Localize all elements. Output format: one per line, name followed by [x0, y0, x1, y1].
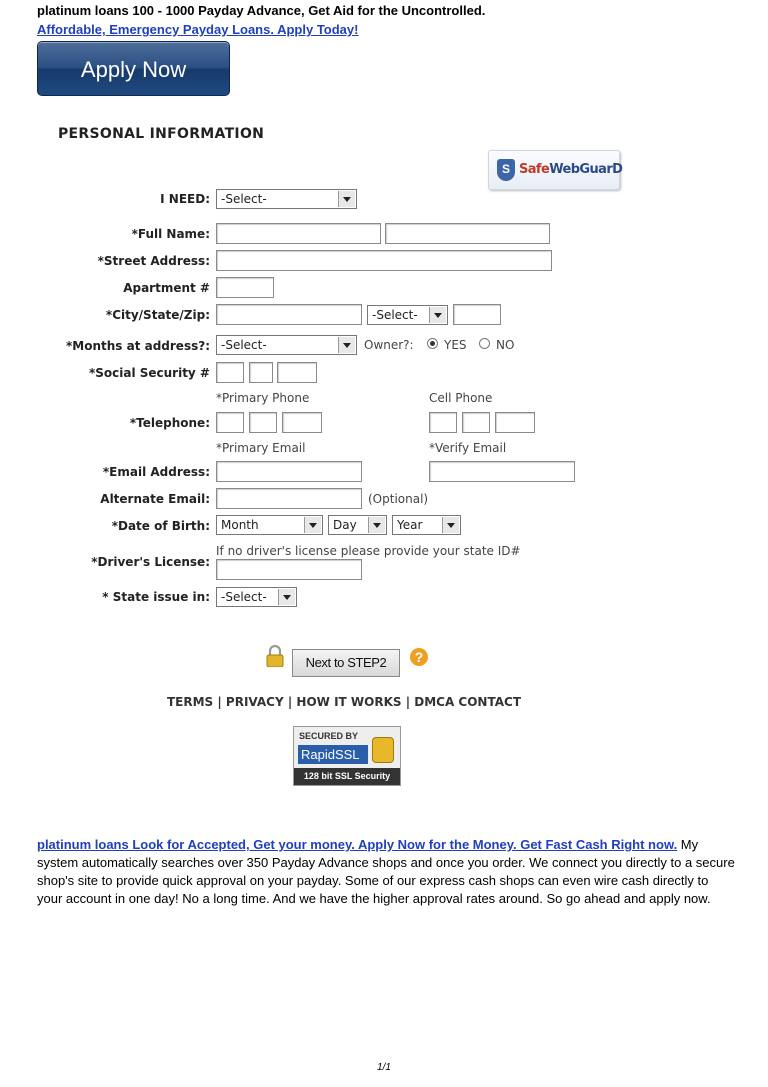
- badge-suffix: WebGuarD: [549, 162, 623, 177]
- body-link[interactable]: platinum loans Look for Accepted, Get your money. Apply Now for the Money. Get Fast Cash Right now.: [37, 837, 678, 852]
- badge-prefix: Safe: [519, 162, 550, 177]
- chevron-down-icon: [429, 307, 446, 323]
- safewebguard-badge: [488, 150, 623, 190]
- ssn-part3-input[interactable]: [277, 362, 317, 383]
- state-select[interactable]: -Select-: [367, 305, 448, 325]
- owner-label: Owner?:: [364, 338, 414, 352]
- label-state-issue: * State issue in:: [102, 590, 210, 604]
- label-license: *Driver's License:: [91, 555, 210, 569]
- months-select[interactable]: -Select-: [216, 335, 357, 355]
- apply-now-button[interactable]: Apply Now: [37, 41, 230, 96]
- label-telephone: *Telephone:: [129, 416, 210, 430]
- label-ssn: *Social Security #: [88, 366, 210, 380]
- owner-yes-radio[interactable]: [427, 338, 438, 349]
- label-alt-email: Alternate Email:: [100, 492, 210, 506]
- chevron-down-icon: [278, 589, 295, 605]
- ssl-bits: 128 bit SSL Security: [294, 768, 400, 785]
- loan-amount-select[interactable]: -Select-: [216, 189, 357, 209]
- apply-today-link[interactable]: Affordable, Emergency Payday Loans. Apply Today!: [37, 22, 359, 37]
- phone-area-input[interactable]: [216, 412, 244, 433]
- chevron-down-icon: [304, 517, 321, 533]
- dob-year-select[interactable]: Year: [392, 515, 461, 535]
- phone-prefix-input[interactable]: [249, 412, 277, 433]
- verify-email-input[interactable]: [429, 461, 575, 482]
- shield-icon: S: [497, 159, 515, 181]
- lock-icon: [265, 645, 285, 667]
- license-state-select[interactable]: -Select-: [216, 587, 297, 607]
- chevron-down-icon: [338, 337, 355, 353]
- primary-email-caption: *Primary Email: [216, 441, 306, 455]
- chevron-down-icon: [368, 517, 385, 533]
- owner-no-radio[interactable]: [479, 338, 490, 349]
- cell-area-input[interactable]: [429, 412, 457, 433]
- padlock-icon: [372, 737, 394, 763]
- label-street: *Street Address:: [97, 254, 210, 268]
- owner-yes-label: YES: [444, 338, 467, 352]
- alt-email-input[interactable]: [216, 488, 362, 509]
- label-full-name: *Full Name:: [131, 227, 210, 241]
- first-name-input[interactable]: [216, 223, 381, 244]
- label-city: *City/State/Zip:: [105, 308, 210, 322]
- label-months: *Months at address?:: [66, 339, 210, 353]
- last-name-input[interactable]: [385, 223, 550, 244]
- license-input[interactable]: [216, 559, 362, 580]
- label-i-need: I NEED:: [160, 192, 210, 206]
- chevron-down-icon: [338, 191, 355, 207]
- license-note: If no driver's license please provide your state ID#: [216, 544, 521, 558]
- street-address-input[interactable]: [216, 250, 552, 271]
- city-input[interactable]: [216, 304, 362, 325]
- label-email: *Email Address:: [102, 465, 210, 479]
- document-title: platinum loans 100 - 1000 Payday Advance, Get Aid for the Uncontrolled.: [37, 3, 486, 18]
- ssl-brand: RapidSSL: [298, 745, 368, 764]
- chevron-down-icon: [442, 517, 459, 533]
- owner-no-label: NO: [496, 338, 515, 352]
- cell-prefix-input[interactable]: [462, 412, 490, 433]
- footer-links[interactable]: TERMS | PRIVACY | HOW IT WORKS | DMCA CONTACT: [166, 695, 522, 709]
- rapidssl-badge: [293, 726, 401, 786]
- label-apartment: Apartment #: [123, 281, 210, 295]
- dob-day-select[interactable]: Day: [328, 515, 387, 535]
- cell-phone-caption: Cell Phone: [429, 391, 493, 405]
- email-input[interactable]: [216, 461, 362, 482]
- zip-input[interactable]: [453, 304, 501, 325]
- ssn-part1-input[interactable]: [216, 362, 244, 383]
- ssl-secured-by: SECURED BY: [299, 731, 359, 741]
- ssn-part2-input[interactable]: [249, 362, 273, 383]
- page-number: 1/1: [377, 1062, 391, 1073]
- primary-phone-caption: *Primary Phone: [216, 391, 310, 405]
- body-paragraph: [37, 836, 737, 908]
- verify-email-caption: *Verify Email: [429, 441, 507, 455]
- label-dob: *Date of Birth:: [111, 519, 210, 533]
- next-step-button[interactable]: Next to STEP2: [292, 649, 400, 677]
- dob-month-select[interactable]: Month: [216, 515, 323, 535]
- help-icon[interactable]: ?: [410, 648, 428, 666]
- apartment-input[interactable]: [216, 277, 274, 298]
- cell-line-input[interactable]: [495, 412, 535, 433]
- body-text: My system automatically searches over 350 Payday Advance shops and once you order. We connect you directly to a secure shop's site to provide quick approval on your payday. Some of our express cash shops can even wire cash directly to your account in one day! No a long time. And we have the higher approval rates around. So go ahead and apply now.: [37, 837, 735, 906]
- phone-line-input[interactable]: [282, 412, 322, 433]
- optional-note: (Optional): [368, 492, 429, 506]
- section-title: PERSONAL INFORMATION: [58, 126, 265, 142]
